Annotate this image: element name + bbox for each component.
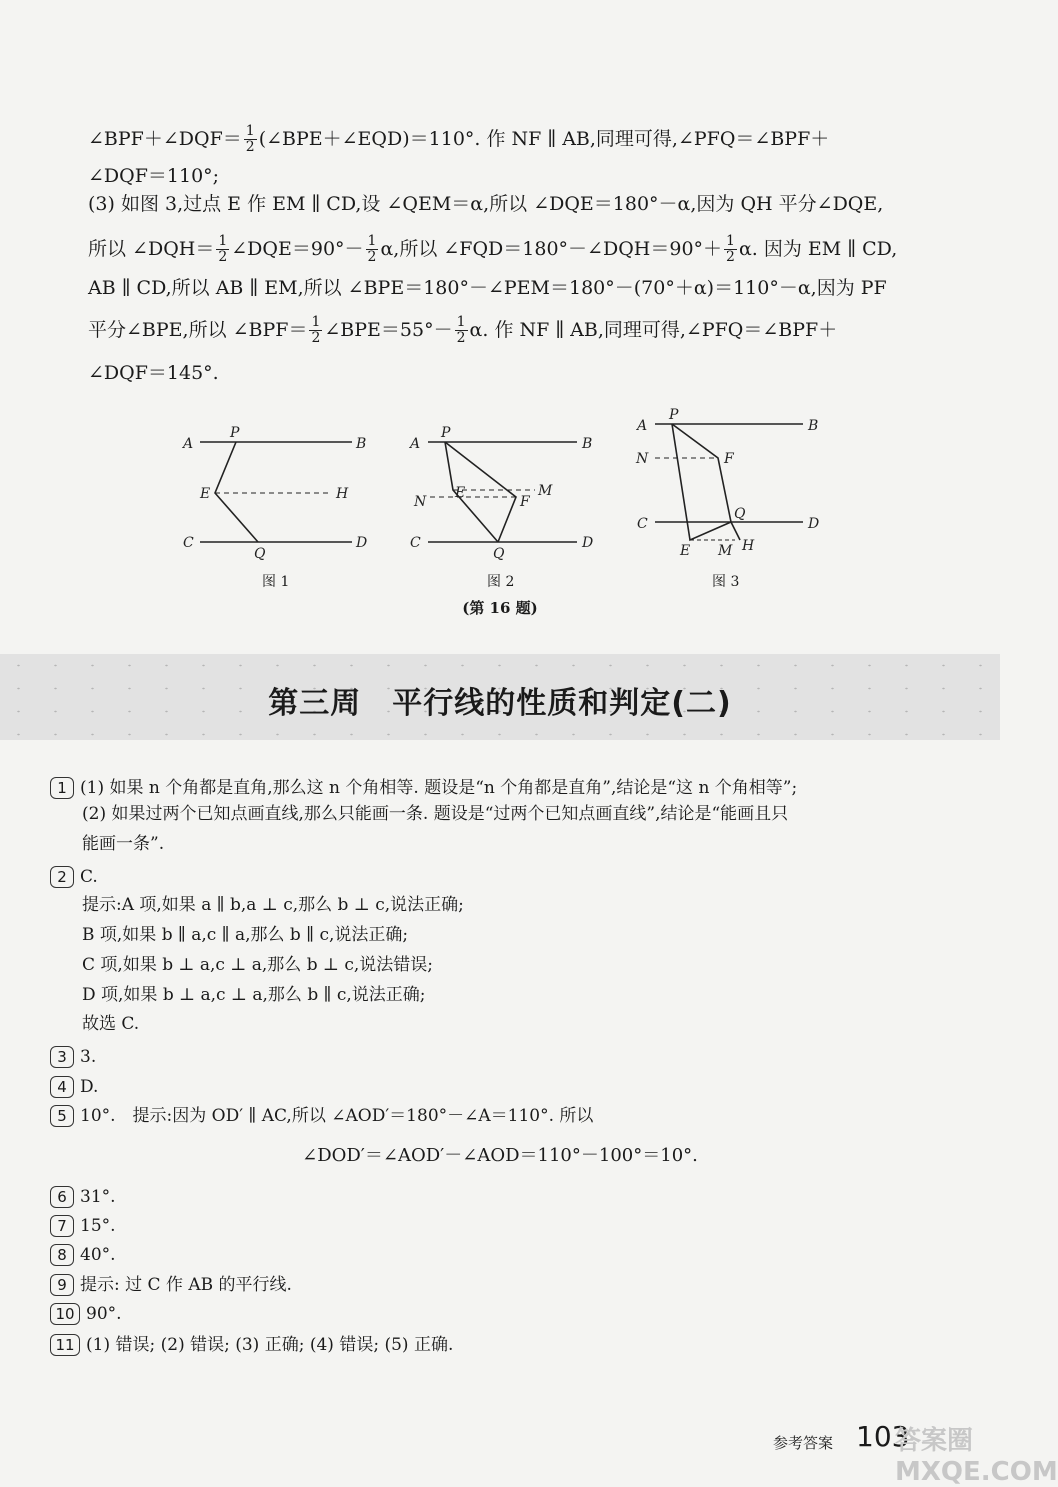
label-q: Q <box>254 546 266 562</box>
solution-line-4 <box>88 234 897 266</box>
label-q: Q <box>734 506 746 522</box>
page-number: 103 <box>856 1420 910 1453</box>
solution-line-2: ∠DQF＝110°; <box>88 165 220 187</box>
label-e: E <box>680 543 691 559</box>
answer-3 <box>50 1046 96 1068</box>
geometry-figures <box>0 400 1000 600</box>
answer-4 <box>50 1076 98 1098</box>
label-e: E <box>200 486 211 502</box>
fraction-denominator: 2 <box>456 330 466 347</box>
solution-text: ∠BPE＝55°－ <box>324 318 453 341</box>
solution-line-3: (3) 如图 3,过点 E 作 EM ∥ CD,设 ∠QEM＝α,所以 ∠DQE＝180°－α,因为 QH 平分∠DQE, <box>88 193 884 215</box>
fraction-numerator: 1 <box>367 233 377 249</box>
fraction-numerator: 1 <box>456 314 466 330</box>
label-h: H <box>742 538 755 554</box>
label-c: C <box>183 535 194 551</box>
answer-text: 15°. <box>80 1216 116 1236</box>
label-d: D <box>582 535 594 551</box>
figure-3 <box>655 424 803 540</box>
fraction <box>724 234 737 266</box>
figure-2-caption: 图 2 <box>487 574 515 590</box>
solution-line-6 <box>88 315 837 347</box>
fraction-denominator: 2 <box>218 249 228 266</box>
site-watermark: 答案圈 MXQE.COM <box>895 1426 1058 1487</box>
solution-text: ∠DQE＝90°－ <box>231 237 364 260</box>
solution-line-7: ∠DQF＝145°. <box>88 362 219 384</box>
label-m: M <box>538 483 553 499</box>
label-a: A <box>183 436 194 452</box>
figure-3-labels <box>635 407 819 559</box>
label-b: B <box>356 436 367 452</box>
fraction <box>216 234 229 266</box>
figure-1-caption: 图 1 <box>262 574 290 590</box>
answer-1-part-2: (2) 如果过两个已知点画直线,那么只能画一条. 题设是“过两个已知点画直线”,结论是“能画且只 <box>82 804 789 824</box>
answer-text: (1) 如果 n 个角都是直角,那么这 n 个角相等. 题设是“n 个角都是直角”,结论是“这 n 个角相等”; <box>80 778 798 798</box>
figure-2 <box>428 442 577 542</box>
answer-text: 提示: 过 C 作 AB 的平行线. <box>80 1275 292 1295</box>
answer-10 <box>50 1303 122 1325</box>
label-f: F <box>724 451 734 467</box>
answer-text: 3. <box>80 1047 97 1067</box>
label-b: B <box>808 418 819 434</box>
answer-1-part-2-cont: 能画一条”. <box>82 834 165 854</box>
answer-2-option-b: B 项,如果 b ∥ a,c ∥ a,那么 b ∥ c,说法正确; <box>82 925 409 945</box>
fraction-denominator: 2 <box>311 330 321 347</box>
fraction-numerator: 1 <box>726 233 735 249</box>
label-c: C <box>637 516 648 532</box>
solution-text: α. 作 NF ∥ AB,同理可得,∠PFQ＝∠BPF＋ <box>469 318 838 341</box>
label-d: D <box>808 516 820 532</box>
answer-9 <box>50 1274 292 1296</box>
label-d: D <box>356 535 368 551</box>
path-pfq <box>672 424 731 522</box>
question-number: 7 <box>50 1215 74 1237</box>
figure-group-caption: (第 16 题) <box>462 599 538 617</box>
answer-text: 90°. <box>86 1304 122 1324</box>
answer-11 <box>50 1334 453 1356</box>
answer-text: C. <box>80 867 98 887</box>
figure-3-caption: 图 3 <box>712 574 740 590</box>
label-p: P <box>441 425 451 441</box>
solution-line-5: AB ∥ CD,所以 AB ∥ EM,所以 ∠BPE＝180°－∠PEM＝180°－(70°＋α)＝110°－α,因为 PF <box>88 277 887 299</box>
path-peq <box>215 442 258 542</box>
answer-2-option-c: C 项,如果 b ⊥ a,c ⊥ a,那么 b ⊥ c,说法错误; <box>82 955 434 975</box>
answer-text: (1) 错误; (2) 错误; (3) 正确; (4) 错误; (5) 正确. <box>86 1335 454 1355</box>
figure-1 <box>200 442 352 542</box>
question-number: 5 <box>50 1105 74 1127</box>
question-number: 6 <box>50 1186 74 1208</box>
solution-text: α. 因为 EM ∥ CD, <box>738 237 898 260</box>
label-m: M <box>718 543 733 559</box>
answer-8 <box>50 1244 116 1266</box>
fraction-denominator: 2 <box>367 249 377 266</box>
answer-2-option-d: D 项,如果 b ⊥ a,c ⊥ a,那么 b ∥ c,说法正确; <box>82 985 426 1005</box>
question-number: 9 <box>50 1274 74 1296</box>
answer-6 <box>50 1186 116 1208</box>
label-n: N <box>636 451 649 467</box>
label-a: A <box>637 418 648 434</box>
answer-5 <box>50 1105 593 1127</box>
answer-1 <box>50 777 797 799</box>
fraction <box>455 315 468 347</box>
fraction-numerator: 1 <box>218 233 228 249</box>
question-number: 4 <box>50 1076 74 1098</box>
label-h: H <box>336 486 349 502</box>
section-title: 第三周 平行线的性质和判定(二) <box>268 686 732 721</box>
label-f: F <box>520 494 530 510</box>
label-p: P <box>230 425 240 441</box>
solution-line-1 <box>88 124 829 156</box>
answer-5-equation: ∠DOD′＝∠AOD′－∠AOD＝110°－100°＝10°. <box>302 1145 698 1166</box>
fraction <box>366 234 379 266</box>
label-b: B <box>582 436 593 452</box>
fraction-denominator: 2 <box>726 249 735 266</box>
label-c: C <box>410 535 421 551</box>
answer-text: D. <box>80 1077 99 1097</box>
solution-text: ∠BPF＋∠DQF＝ <box>88 127 242 150</box>
line-qh <box>731 522 740 540</box>
fraction-numerator: 1 <box>245 123 255 139</box>
fraction <box>309 315 322 347</box>
fraction-numerator: 1 <box>311 314 321 330</box>
question-number: 2 <box>50 866 74 888</box>
label-n: N <box>414 494 427 510</box>
fraction-denominator: 2 <box>245 139 255 156</box>
label-e: E <box>455 485 466 501</box>
solution-text: 所以 ∠DQH＝ <box>88 237 215 260</box>
path-peq <box>445 442 498 542</box>
answer-text: 40°. <box>80 1245 116 1265</box>
label-q: Q <box>493 546 505 562</box>
label-p: P <box>669 407 679 423</box>
footer-section-label: 参考答案 <box>773 1434 834 1452</box>
question-number: 8 <box>50 1244 74 1266</box>
answer-text: 10°. 提示:因为 OD′ ∥ AC,所以 ∠AOD′＝180°－∠A＝110°. 所以 <box>80 1106 594 1126</box>
question-number: 10 <box>50 1303 80 1325</box>
answer-2-hint: 提示:A 项,如果 a ∥ b,a ⊥ c,那么 b ⊥ c,说法正确; <box>82 895 464 915</box>
question-number: 11 <box>50 1334 80 1356</box>
solution-text: (∠BPE＋∠EQD)＝110°. 作 NF ∥ AB,同理可得,∠PFQ＝∠BPF＋ <box>258 127 830 150</box>
fraction <box>244 124 257 156</box>
answer-7 <box>50 1215 116 1237</box>
answer-text: 31°. <box>80 1187 116 1207</box>
solution-text: 平分∠BPE,所以 ∠BPF＝ <box>88 318 308 341</box>
solution-text: α,所以 ∠FQD＝180°－∠DQH＝90°＋ <box>380 237 723 260</box>
label-a: A <box>410 436 421 452</box>
question-number: 1 <box>50 777 74 799</box>
answer-2 <box>50 866 98 888</box>
question-number: 3 <box>50 1046 74 1068</box>
answer-2-conclusion: 故选 C. <box>82 1014 140 1034</box>
